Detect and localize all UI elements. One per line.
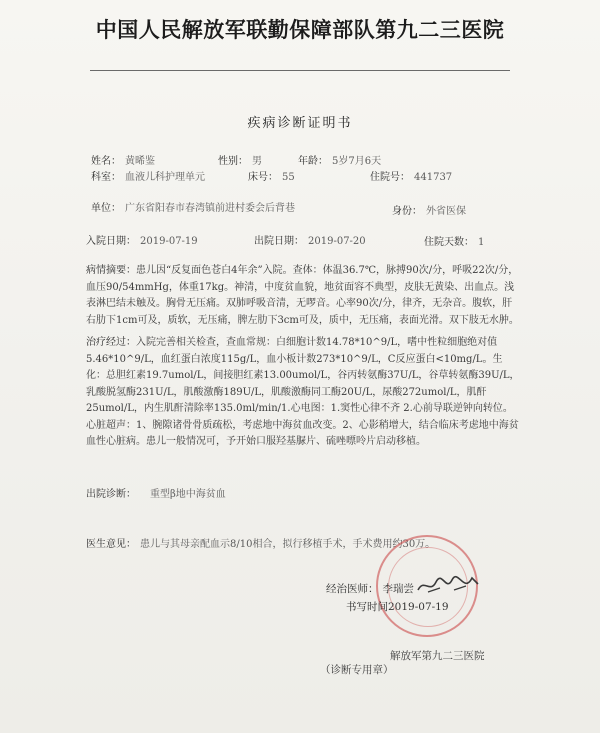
advice-field [86,535,435,550]
treatment-text: 入院完善相关检查，查血常规：白细胞计数14.78*10^9/L，嗜中性粒细胞绝对值5.46*10^9/L，血红蛋白浓度115g/L，血小板计数273*10^9/L，C反应蛋白<10mg/L。生化：总胆红素19.7umol/L，间接胆红素13.00umol/L，谷丙转氨酶37U/L，谷草转氨酶39U/L，乳酸脱氢酶231U/L，肌酸激酶189U/L，肌酸激酶同工酶20U/L，尿酸272umol/L，肌酐25umol/L，内生肌酐清除率135.0ml/min/1.心电图：1.窦性心律不齐 2.心前导联逆钟向转位。心脏超声：1、腕隙诸骨骨质疏松，考虑地中海贫血改变。2、心影稍增大，结合临床考虑地中海贫血性心脏病。患儿一般情况可，予开始口服羟基脲片、硫唑嘌呤片启动移植。 [86,337,520,447]
physician-field [326,581,414,596]
department-value: 血液儿科护理单元 [125,172,205,183]
seal-note: （诊断专用章） [320,664,394,676]
admit-date-field [86,232,198,247]
name-field [91,152,155,167]
discharge-date-field [254,232,366,247]
unit-field [91,199,295,214]
stay-days-label: 住院天数： [424,237,474,248]
age-label: 年龄： [298,156,328,167]
history-text: 患儿因“反复面色苍白4年余”入院。查体：体温36.7℃，脉搏90次/分，呼吸22次/分，血压90/54mmHg，体重17kg。神清，中度贫血貌，地贫面容不典型，皮肤无黄染、出血点。浅表淋巴结未触及。胸骨无压痛。双肺呼吸音清，无啰音。心率90次/分，律齐，无杂音。腹软，肝右肋下1cm可及，质软，无压痛，脾左肋下3cm可及，质中，无压痛，表面光滑。双下肢无水肿。 [86,265,519,326]
discharge-date-label: 出院日期： [254,236,304,247]
history-section [86,263,522,329]
age-value: 5岁7月6天 [332,156,382,167]
name-value: 黄晞鉴 [125,156,155,167]
bed-label: 床号： [248,172,278,183]
written-date-field [346,599,449,614]
age-field [298,152,381,167]
unit-label: 单位： [91,203,121,214]
sex-value: 男 [252,156,262,167]
department-field [91,168,205,183]
stay-days-field [424,233,484,248]
inpatient-no-label: 住院号： [370,172,410,183]
advice-label: 医生意见： [86,539,136,550]
bed-value: 55 [282,172,295,183]
handwritten-signature [414,572,482,600]
header-divider [90,70,510,71]
diagnosis-label: 出院诊断： [86,489,136,500]
written-date-label: 书写时间 [346,601,388,613]
name-label: 姓名： [91,156,121,167]
identity-value: 外省医保 [426,206,466,217]
physician-value: 李瑞尝 [382,583,414,595]
stay-days-value: 1 [478,237,485,248]
treatment-label: 治疗经过： [86,337,136,348]
advice-value: 患儿与其母亲配血示8/10相合，拟行移植手术，手术费用约30万。 [140,539,436,550]
bed-field [248,168,295,183]
written-date-value: 2019-07-19 [388,601,449,613]
department-label: 科室： [91,172,121,183]
history-label: 病情摘要： [86,265,136,276]
document-title: 疾病诊断证明书 [247,116,353,131]
treatment-section [86,335,522,451]
diagnosis-value: 重型β地中海贫血 [150,489,226,500]
diagnosis-field [86,485,226,500]
identity-field [392,202,466,217]
hospital-title: 中国人民解放军联勤保障部队第九二三医院 [95,17,505,42]
inpatient-no-field [370,168,452,183]
admit-date-value: 2019-07-19 [140,236,198,247]
discharge-date-value: 2019-07-20 [308,236,366,247]
admit-date-label: 入院日期： [86,236,136,247]
identity-label: 身份： [392,206,422,217]
sex-field [218,152,262,167]
sex-label: 性别： [218,156,248,167]
clinic-name: 解放军第九二三医院 [390,650,485,662]
inpatient-no-value: 441737 [414,172,453,183]
physician-label: 经治医师： [326,583,379,595]
unit-value: 广东省阳春市春湾镇前进村委会后背巷 [125,203,295,214]
